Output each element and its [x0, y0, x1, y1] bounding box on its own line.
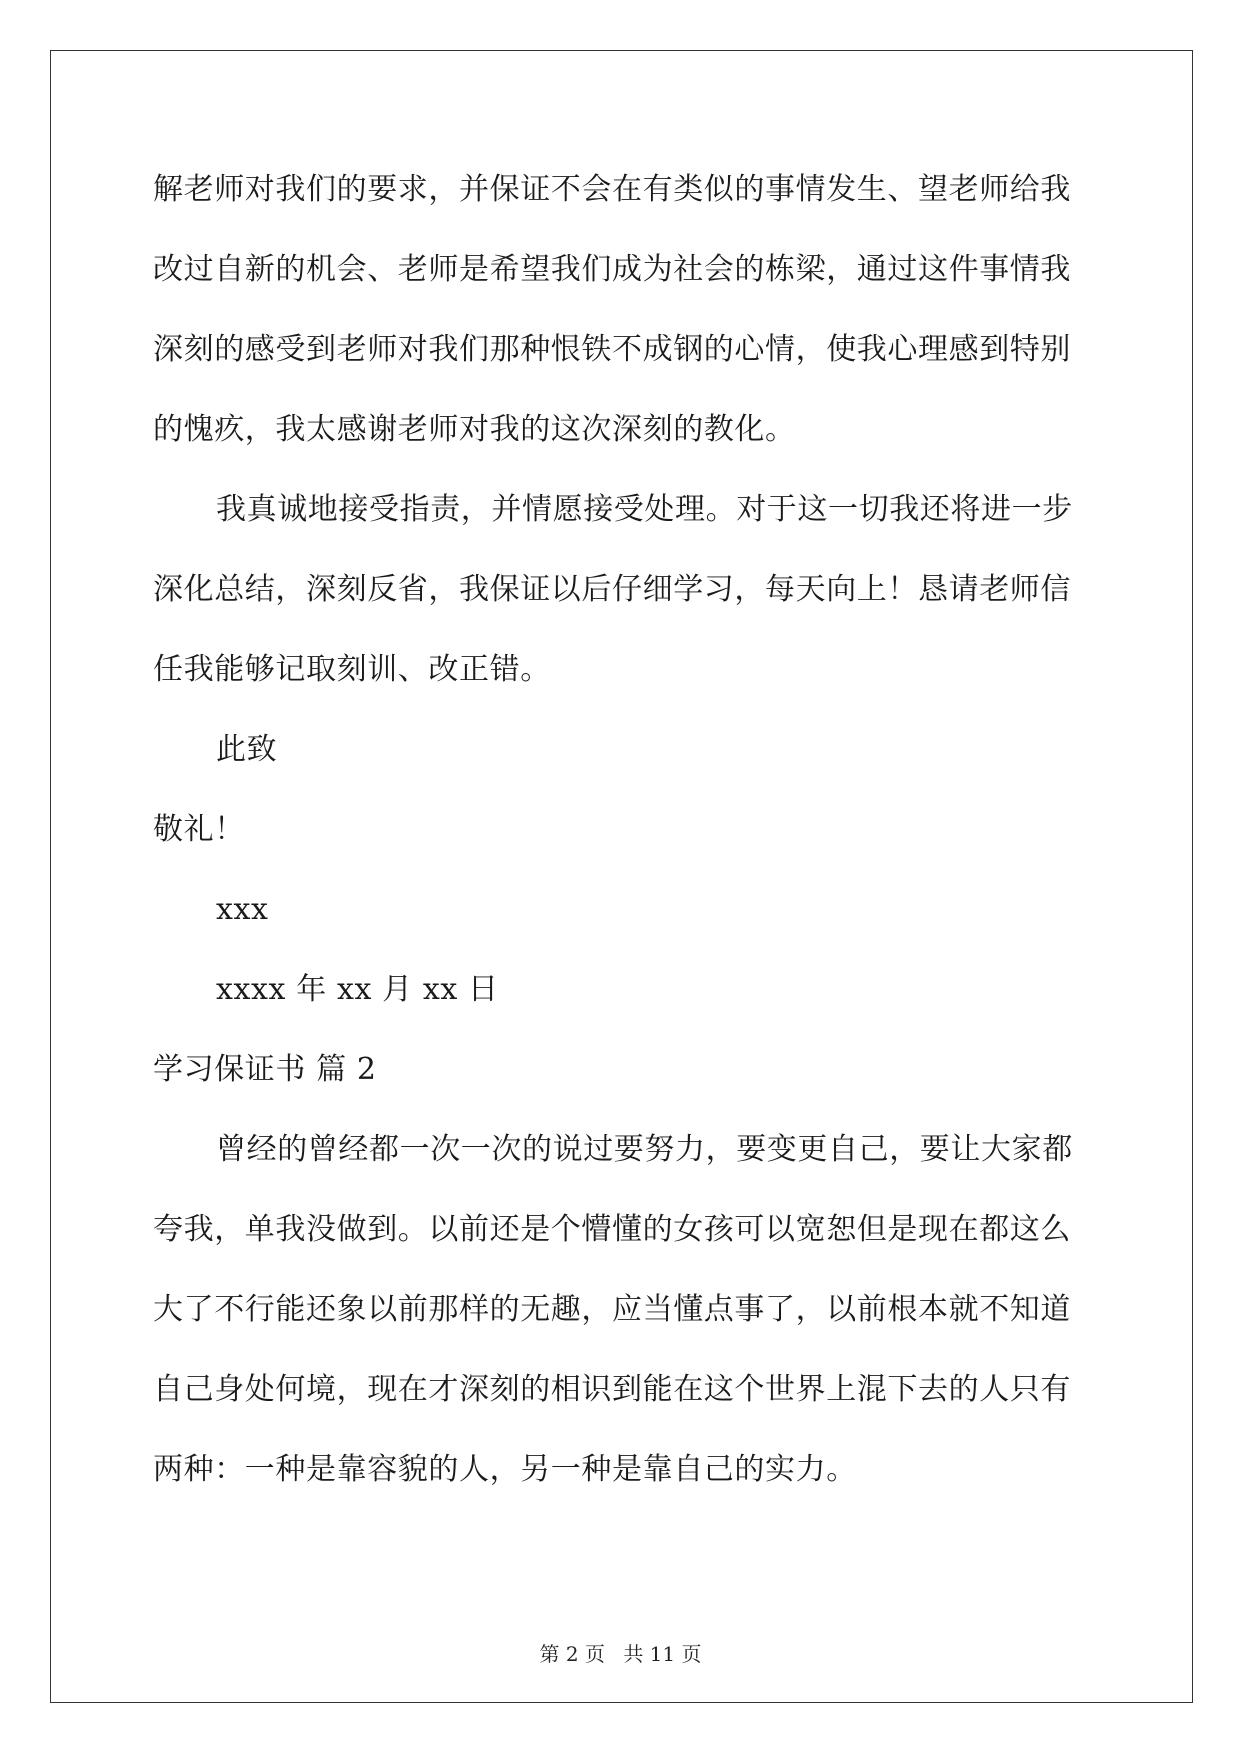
text-line: 夸我，单我没做到。以前还是个懵懂的女孩可以宽恕但是现在都这么 [153, 1212, 1071, 1247]
salutation: 敬礼！ [153, 812, 245, 847]
page-number: 第 2 页 [539, 1642, 605, 1666]
page-total: 共 11 页 [623, 1642, 702, 1666]
signature-date: xxxx 年 xx 月 xx 日 [216, 972, 499, 1007]
signature-name: xxx [216, 892, 269, 927]
page-footer [0, 1638, 1241, 1667]
section-heading: 学习保证书 篇 2 [153, 1052, 377, 1087]
document-body [153, 168, 1090, 1528]
text-line: 两种：一种是靠容貌的人，另一种是靠自己的实力。 [153, 1452, 857, 1487]
text-line: 任我能够记取刻训、改正错。 [153, 652, 551, 687]
text-line: 自己身处何境，现在才深刻的相识到能在这个世界上混下去的人只有 [153, 1372, 1071, 1407]
text-line: 的愧疚，我太感谢老师对我的这次深刻的教化。 [153, 412, 796, 447]
text-line: 大了不行能还象以前那样的无趣，应当懂点事了，以前根本就不知道 [153, 1292, 1071, 1327]
text-line: 解老师对我们的要求，并保证不会在有类似的事情发生、望老师给我 [153, 172, 1071, 207]
closing-phrase: 此致 [216, 732, 278, 767]
paragraph-start-line: 曾经的曾经都一次一次的说过要努力，要变更自己，要让大家都 [216, 1132, 1073, 1167]
text-line: 深化总结，深刻反省，我保证以后仔细学习，每天向上！恳请老师信 [153, 572, 1071, 607]
text-line: 深刻的感受到老师对我们那种恨铁不成钢的心情，使我心理感到特别 [153, 332, 1071, 367]
text-line: 改过自新的机会、老师是希望我们成为社会的栋梁，通过这件事情我 [153, 252, 1071, 287]
paragraph-start-line: 我真诚地接受指责，并情愿接受处理。对于这一切我还将进一步 [216, 492, 1073, 527]
